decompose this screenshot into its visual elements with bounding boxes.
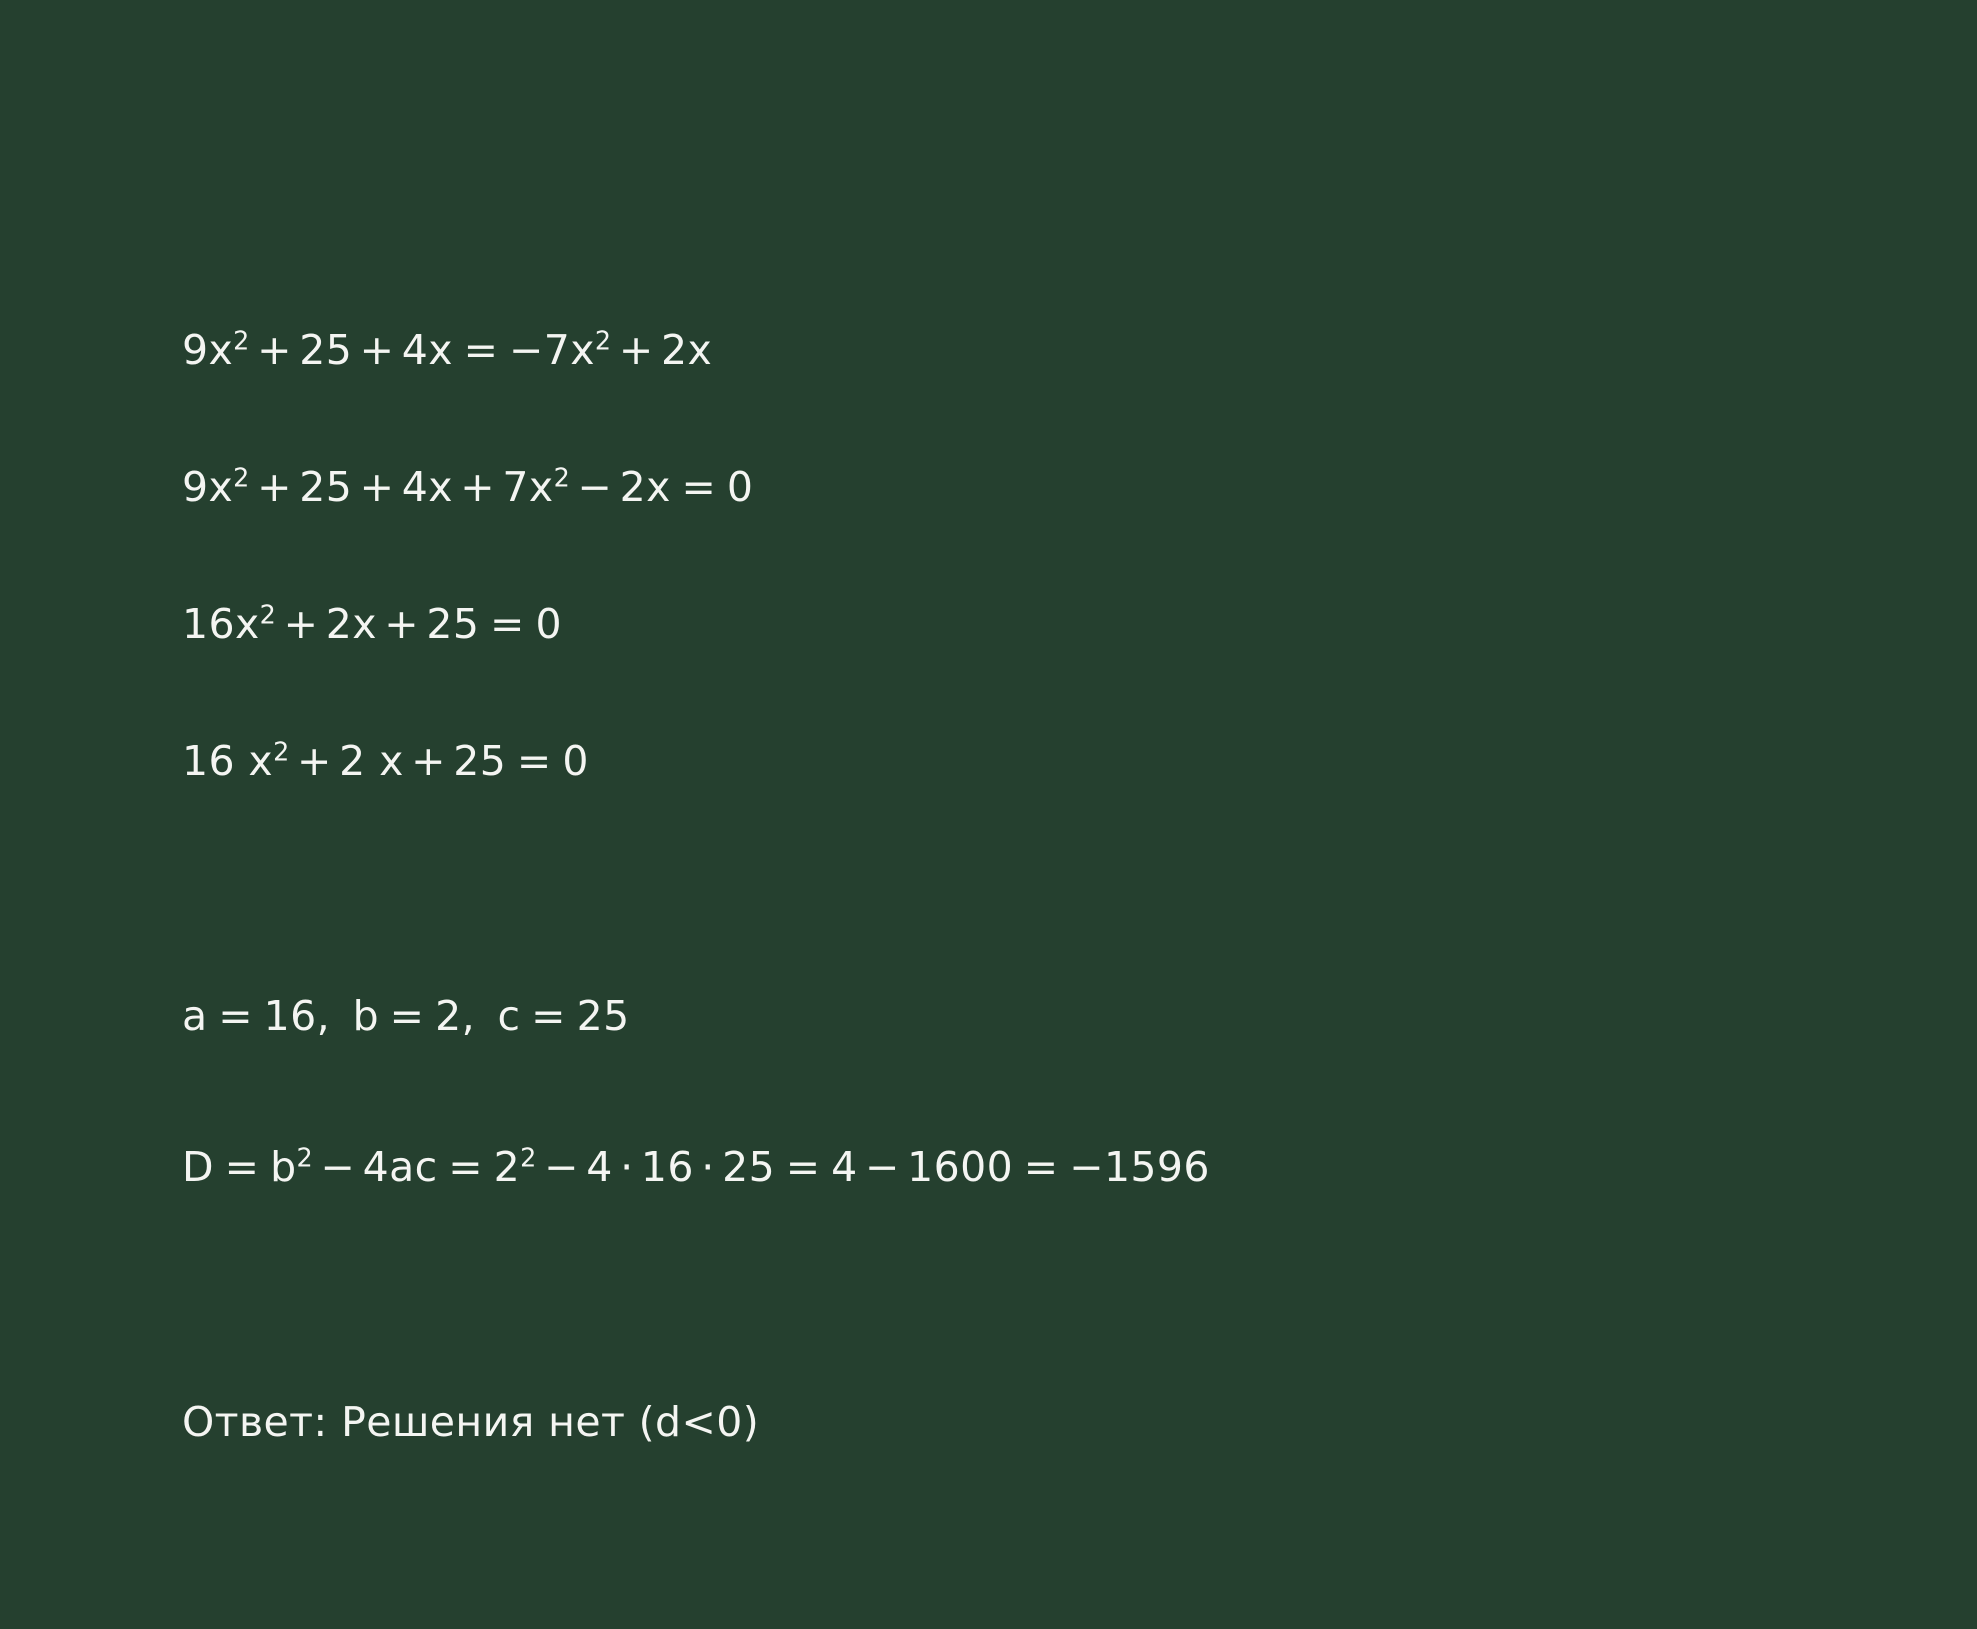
section-gap [182, 1188, 1782, 1306]
exponent: 2 [259, 599, 277, 630]
exponent: 2 [273, 736, 290, 767]
equation-line-2: $9x^2 + 25 + 4x + 7x^2 - 2x = 0$ [182, 462, 754, 511]
exponent: 2 [233, 462, 250, 493]
line-gap [182, 371, 1782, 467]
equation-line-4: 16 $x^2 + 2$ x + 25 = 0 [182, 736, 589, 785]
equation-line-3: $16x^2 + 2x + 25 = 0$ [182, 599, 562, 648]
section-gap [182, 1037, 1782, 1147]
solution-body [182, 325, 1782, 1446]
exponent: 2 [233, 325, 250, 356]
section-gap [182, 900, 1782, 996]
exponent: 2 [296, 1142, 314, 1173]
exponent: 2 [520, 1142, 537, 1173]
coefficients-line: a = 16, b = 2, c = 25 [182, 992, 630, 1040]
exponent: 2 [553, 462, 571, 493]
line-gap [182, 508, 1782, 604]
discriminant-line: $D = b^2 - 4ac = 2^2 - 4 \cdot 16 \cdot 25 = 4 - 1600 = -1596$ [182, 1142, 1210, 1191]
answer-line [182, 1398, 1782, 1446]
exponent: 2 [594, 325, 612, 356]
answer-text: Решения нет (d<0) [341, 1398, 760, 1446]
section-gap [182, 1306, 1782, 1402]
line-gap [182, 645, 1782, 741]
answer-label: Ответ: [182, 1398, 328, 1446]
section-gap [182, 782, 1782, 900]
equation-line-1: $9x^2 + 25 + 4x = -7x^2 + 2x$ [182, 325, 713, 374]
